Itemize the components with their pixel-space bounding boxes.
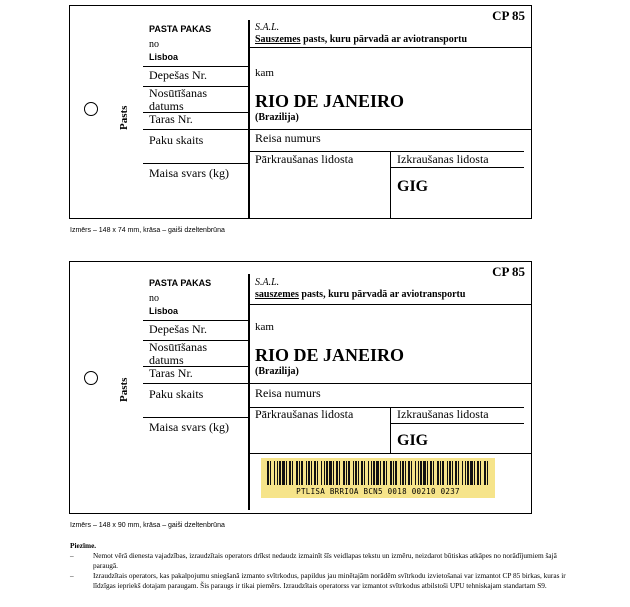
- flight-number-field: Reisa numurs: [255, 386, 321, 400]
- barcode-bar: [420, 461, 422, 485]
- container-number-field: Taras Nr.: [149, 112, 193, 126]
- barcode-bar: [386, 461, 387, 485]
- barcode-bar: [368, 461, 369, 485]
- notes-section: [70, 541, 575, 591]
- barcode-bar: [376, 461, 379, 485]
- barcode-bar: [400, 461, 401, 485]
- notes-title: Piezīme.: [70, 541, 97, 550]
- divider: [248, 383, 532, 384]
- barcode-bars: [267, 461, 489, 485]
- flight-number-field: Reisa numurs: [255, 131, 321, 145]
- barcode-bar: [405, 461, 406, 485]
- barcode-bar: [311, 461, 312, 485]
- divider: [390, 423, 524, 424]
- vertical-divider: [248, 274, 250, 510]
- bag-weight-field: Maisa svars (kg): [149, 420, 229, 434]
- divider: [390, 167, 524, 168]
- destination-country: (Brazilija): [255, 112, 299, 123]
- barcode-bar: [355, 461, 357, 485]
- sal-description: [255, 34, 467, 45]
- dispatch-date-field: Nosūtīšanas: [149, 86, 207, 100]
- sal-description: [255, 289, 465, 300]
- barcode-bar: [306, 461, 307, 485]
- divider: [143, 129, 249, 130]
- barcode-bar: [480, 461, 481, 485]
- origin-city: Lisboa: [149, 52, 179, 62]
- barcode-bar: [447, 461, 448, 485]
- unloading-airport-field: Izkraušanas lidosta: [397, 152, 489, 166]
- transfer-airport-field: Pārkraušanas lidosta: [255, 152, 354, 166]
- barcode-bar: [395, 461, 397, 485]
- barcode-bar: [364, 461, 365, 485]
- destination-city: RIO DE JANEIRO: [255, 91, 405, 111]
- divider: [143, 417, 249, 418]
- barcode-bar: [437, 461, 439, 485]
- barcode-bar: [361, 461, 363, 485]
- sauszemes-word: Sauszemes: [255, 34, 301, 45]
- label-bottom: [69, 261, 532, 514]
- vertical-divider: [390, 407, 391, 454]
- sal-text: pasts, kuru pārvadā ar aviotransportu: [300, 34, 468, 45]
- barcode-bar: [415, 461, 416, 485]
- barcode-bar: [440, 461, 441, 485]
- barcode-bar: [299, 461, 300, 485]
- pasts-label: Pasts: [118, 105, 130, 130]
- to-label: kam: [255, 67, 274, 79]
- vertical-divider: [248, 20, 250, 218]
- barcode-bar: [336, 461, 338, 485]
- barcode-bar: [267, 461, 269, 485]
- divider: [143, 320, 249, 321]
- sal-text: pasts, kuru pārvadā ar aviotransportu: [298, 289, 466, 300]
- barcode-bar: [324, 461, 325, 485]
- barcode-bar: [314, 461, 316, 485]
- dispatch-date-field: Nosūtīšanas: [149, 340, 207, 354]
- barcode-bar: [487, 461, 488, 485]
- barcode-bar: [358, 461, 359, 485]
- barcode-bar: [477, 461, 479, 485]
- barcode-bar: [458, 461, 459, 485]
- barcode-text: PTLISA BRRIOA BCN5 0018 00210 0237: [296, 487, 460, 496]
- bag-weight-field: Maisa svars (kg): [149, 166, 229, 180]
- divider: [248, 47, 532, 48]
- barcode-bar: [296, 461, 298, 485]
- barcode-bar: [390, 461, 392, 485]
- barcode-bar: [326, 461, 328, 485]
- note-dash: –: [70, 551, 74, 560]
- barcode-bar: [383, 461, 385, 485]
- barcode-bar: [462, 461, 463, 485]
- dispatch-date-field-2: datums: [149, 99, 184, 113]
- barcode-bar: [277, 461, 278, 485]
- vertical-divider: [390, 151, 391, 219]
- barcode-bar: [455, 461, 457, 485]
- barcode-bar: [329, 461, 332, 485]
- label-top: [69, 5, 532, 219]
- barcode-bar: [343, 461, 345, 485]
- sal-code: S.A.L.: [255, 22, 280, 33]
- barcode-bar: [393, 461, 394, 485]
- barcode-bar: [449, 461, 451, 485]
- barcode-bar: [411, 461, 412, 485]
- barcode-bar: [470, 461, 473, 485]
- divider: [248, 129, 532, 130]
- container-number-field: Taras Nr.: [149, 366, 193, 380]
- airport-code: GIG: [397, 432, 429, 449]
- barcode-bar: [452, 461, 453, 485]
- note-item: [70, 571, 575, 591]
- barcode-bar: [333, 461, 334, 485]
- barcode-bar: [418, 461, 419, 485]
- barcode-bar: [380, 461, 381, 485]
- origin-city: Lisboa: [149, 306, 179, 316]
- barcode-bar: [427, 461, 428, 485]
- unloading-airport-field: Izkraušanas lidosta: [397, 407, 489, 421]
- barcode-bar: [279, 461, 281, 485]
- barcode-bar: [467, 461, 469, 485]
- barcode-bar: [339, 461, 340, 485]
- divider: [248, 304, 532, 305]
- parcel-count-field: Paku skaits: [149, 387, 204, 401]
- note-item: [70, 551, 575, 571]
- punch-hole-icon: [84, 102, 98, 116]
- barcode: [261, 458, 495, 498]
- divider: [143, 383, 249, 384]
- barcode-bar: [353, 461, 354, 485]
- pasta-pakas-title: PASTA PAKAS: [149, 24, 212, 34]
- sal-code: S.A.L.: [255, 277, 280, 288]
- pasta-pakas-title: PASTA PAKAS: [149, 278, 212, 288]
- barcode-bar: [484, 461, 486, 485]
- barcode-bar: [408, 461, 410, 485]
- divider: [143, 66, 249, 67]
- note-dash: –: [70, 571, 74, 580]
- barcode-bar: [433, 461, 434, 485]
- barcode-bar: [292, 461, 293, 485]
- barcode-bar: [308, 461, 310, 485]
- size-caption: Izmērs – 148 x 74 mm, krāsa – gaiši dzeltenbrūna: [70, 227, 225, 234]
- barcode-bar: [270, 461, 271, 485]
- form-code: CP 85: [492, 264, 525, 279]
- barcode-bar: [371, 461, 372, 485]
- barcode-bar: [301, 461, 303, 485]
- punch-hole-icon: [84, 371, 98, 385]
- barcode-bar: [465, 461, 466, 485]
- barcode-bar: [317, 461, 318, 485]
- destination-city: RIO DE JANEIRO: [255, 345, 405, 365]
- dispatch-date-field-2: datums: [149, 353, 184, 367]
- barcode-bar: [373, 461, 375, 485]
- parcel-count-field: Paku skaits: [149, 133, 204, 147]
- dispatch-number-field: Depešas Nr.: [149, 68, 207, 82]
- barcode-bar: [289, 461, 291, 485]
- barcode-bar: [321, 461, 322, 485]
- barcode-bar: [423, 461, 426, 485]
- barcode-bar: [274, 461, 275, 485]
- transfer-airport-field: Pārkraušanas lidosta: [255, 407, 354, 421]
- barcode-bar: [346, 461, 347, 485]
- from-label: no: [149, 293, 159, 304]
- airport-code: GIG: [397, 178, 429, 195]
- barcode-bar: [286, 461, 287, 485]
- form-code: CP 85: [492, 8, 525, 23]
- divider: [248, 453, 532, 454]
- note-text: Nemot vērā dienesta vajadzības, izraudzītais operators drīkst nedaudz izmainīt šīs veidlapas tekstu un izmēru, neizdarot būtiskas atkāpes no norādījumiem šajā paraugā.: [93, 551, 557, 570]
- note-text: Izraudzītais operators, kas pakalpojumu sniegšanā izmanto svītrkodus, papildus jau minētajām norādēm svītrkodu izvietošanai var izmantot CP 85 birkas, kuras ir līdzīgas iepriekš dotajam paraugam. Šis paraugs ir tikai piemērs. Izraudzītais operatorss var izmantot svītrkodus atbilstoši UPU tehniskajam standartam S9.: [93, 571, 566, 590]
- size-caption: Izmērs – 148 x 90 mm, krāsa – gaiši dzeltenbrūna: [70, 522, 225, 529]
- barcode-bar: [348, 461, 350, 485]
- destination-country: (Brazilija): [255, 366, 299, 377]
- pasts-label: Pasts: [118, 377, 130, 402]
- barcode-bar: [430, 461, 432, 485]
- barcode-bar: [402, 461, 404, 485]
- barcode-bar: [442, 461, 444, 485]
- barcode-bar: [282, 461, 285, 485]
- barcode-bar: [474, 461, 475, 485]
- divider: [143, 163, 249, 164]
- sauszemes-word: sauszemes: [255, 289, 299, 300]
- dispatch-number-field: Depešas Nr.: [149, 322, 207, 336]
- from-label: no: [149, 39, 159, 50]
- to-label: kam: [255, 321, 274, 333]
